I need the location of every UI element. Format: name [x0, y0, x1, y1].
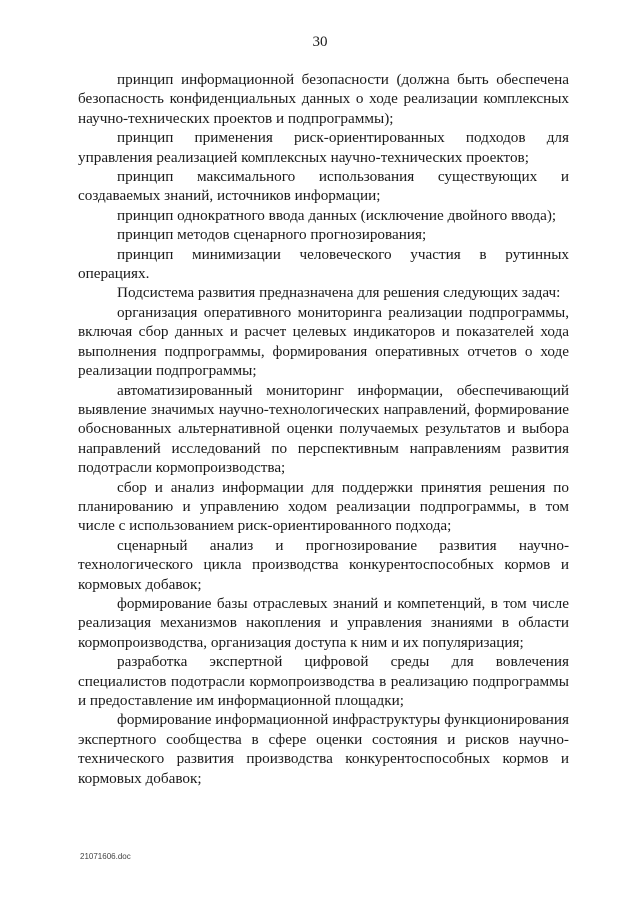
paragraph: Подсистема развития предназначена для решения следующих задач: — [117, 284, 561, 302]
paragraph: формирование информационной инфраструктуры функционирования экспертного сообщества в сфере оценки состояния и рисков научно-технического развития производства конкурентоспособных кормов и кормовых добавок; — [78, 711, 569, 787]
paragraph: автоматизированный мониторинг информации, обеспечивающий выявление значимых научно-технологических направлений, формирование обоснованных альтернативной оценки получаемых результатов и выбора направлений исследований по перспективным направлениям развития подотрасли кормопроизводства; — [78, 381, 569, 477]
paragraph: принцип максимального использования существующих и создаваемых знаний, источников информации; — [78, 168, 569, 205]
paragraph: принцип однократного ввода данных (исключение двойного ввода); — [117, 206, 557, 224]
paragraph: сценарный анализ и прогнозирование развития научно-технологического цикла производства конкурентоспособных кормов и кормовых добавок; — [78, 536, 569, 593]
page-number: 30 — [312, 34, 328, 50]
paragraph: принцип методов сценарного прогнозирования; — [117, 226, 427, 244]
document-body — [78, 70, 569, 788]
paragraph: принцип минимизации человеческого участия в рутинных операциях. — [78, 245, 569, 283]
paragraph: принцип применения риск-ориентированных подходов для управления реализацией комплексных научно-технических проектов; — [78, 129, 569, 166]
paragraph: сбор и анализ информации для поддержки принятия решения по планированию и управлению ходом реализации подпрограммы, в том числе с использованием риск-ориентированного подхода; — [78, 478, 569, 535]
paragraph: формирование базы отраслевых знаний и компетенций, в том числе реализация механизмов накопления и управления знаниями в области кормопроизводства, организация доступа к ним и их популяризация; — [78, 594, 569, 651]
paragraph: разработка экспертной цифровой среды для вовлечения специалистов подотрасли кормопроизводства в реализацию подпрограммы и предоставление им информационной площадки; — [78, 653, 569, 709]
document-filename: 21071606.doc — [80, 852, 131, 861]
paragraph: принцип информационной безопасности (должна быть обеспечена безопасность конфиденциальных данных о ходе реализации комплексных научно-технических проектов и подпрограммы); — [78, 71, 569, 127]
paragraph: организация оперативного мониторинга реализации подпрограммы, включая сбор данных и расчет целевых индикаторов и показателей хода выполнения подпрограммы, формирования оперативных отчетов о ходе реализации подпрограммы; — [78, 303, 569, 380]
